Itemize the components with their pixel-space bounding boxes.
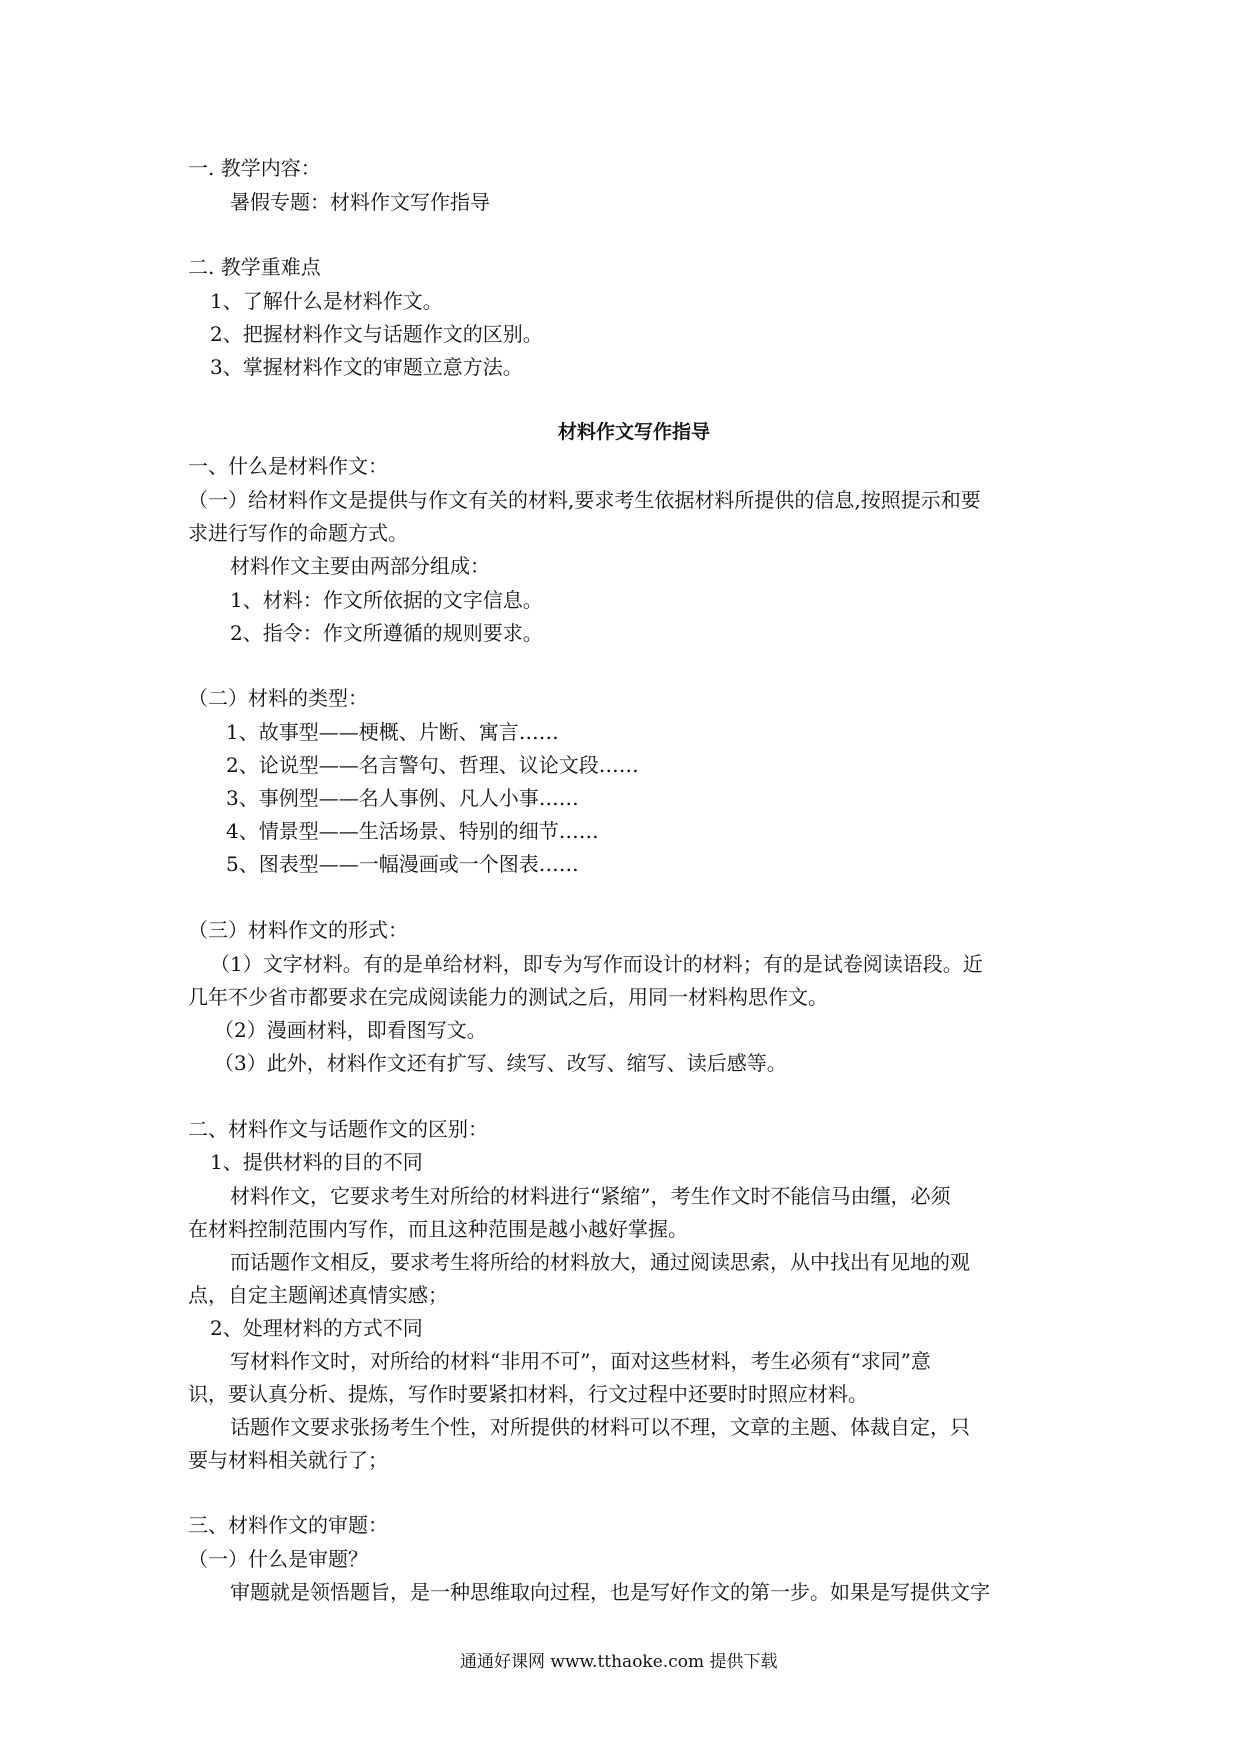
- part1-sub3-heading: （三）材料作文的形式：: [188, 918, 408, 942]
- part1-sub3-item3: （3）此外，材料作文还有扩写、续写、改写、缩写、读后感等。: [214, 1051, 787, 1075]
- paragraph-line: 材料作文，它要求考生对所给的材料进行“紧缩”，考生作文时不能信马由缰，必须: [230, 1184, 951, 1208]
- paragraph-line: 识，要认真分析、提炼，写作时要紧扣材料，行文过程中还要时时照应材料。: [188, 1382, 868, 1406]
- list-item: 1、了解什么是材料作文。: [210, 289, 443, 313]
- part1-sub2-heading: （二）材料的类型：: [188, 686, 368, 710]
- page-title: 材料作文写作指导: [558, 421, 711, 443]
- part1-sub1-text: （一）给材料作文是提供与作文有关的材料,要求考生依据材料所提供的信息,按照提示和要: [188, 488, 981, 512]
- paragraph-line: 在材料控制范围内写作，而且这种范围是越小越好掌握。: [188, 1217, 688, 1241]
- part1-sub3-item1: （1）文字材料。有的是单给材料，即专为写作而设计的材料；有的是试卷阅读语段。近: [210, 952, 983, 976]
- part1-heading: 一、什么是材料作文：: [188, 454, 388, 478]
- list-item: 1、材料：作文所依据的文字信息。: [230, 588, 543, 612]
- list-item: 2、论说型——名言警句、哲理、议论文段……: [226, 753, 639, 777]
- part2-heading: 二、材料作文与话题作文的区别：: [188, 1117, 488, 1141]
- part2-point2-title: 2、处理材料的方式不同: [210, 1316, 423, 1340]
- list-item: 4、情景型——生活场景、特别的细节……: [226, 819, 599, 843]
- list-item: 3、掌握材料作文的审题立意方法。: [210, 355, 523, 379]
- part2-point1-title: 1、提供材料的目的不同: [210, 1150, 423, 1174]
- list-item: 1、故事型——梗概、片断、寓言……: [226, 720, 559, 744]
- paragraph-line: 要与材料相关就行了；: [188, 1448, 388, 1472]
- part1-sub3-item1: 几年不少省市都要求在完成阅读能力的测试之后，用同一材料构思作文。: [188, 985, 828, 1009]
- list-item: 3、事例型——名人事例、凡人小事……: [226, 786, 579, 810]
- section2-heading: 二. 教学重难点: [188, 255, 321, 279]
- list-item: 2、把握材料作文与话题作文的区别。: [210, 322, 543, 346]
- paragraph-line: 而话题作文相反，要求考生将所给的材料放大，通过阅读思索，从中找出有见地的观: [230, 1250, 970, 1274]
- list-item: 5、图表型——一幅漫画或一个图表……: [226, 852, 579, 876]
- list-item: 2、指令：作文所遵循的规则要求。: [230, 621, 543, 645]
- part3-heading: 三、材料作文的审题：: [188, 1513, 388, 1537]
- footer-text: 通通好课网 www.tthaoke.com 提供下载: [460, 1652, 778, 1672]
- part1-sub3-item2: （2）漫画材料，即看图写文。: [214, 1018, 487, 1042]
- part1-sub1-text: 求进行写作的命题方式。: [188, 521, 408, 545]
- paragraph-line: 点，自定主题阐述真情实感；: [188, 1283, 448, 1307]
- section1-heading: 一. 教学内容：: [188, 156, 321, 180]
- paragraph-line: 话题作文要求张扬考生个性，对所提供的材料可以不理，文章的主题、体裁自定，只: [230, 1415, 970, 1439]
- paragraph-line: 审题就是领悟题旨，是一种思维取向过程，也是写好作文的第一步。如果是写提供文字: [230, 1580, 990, 1604]
- part3-sub1-heading: （一）什么是审题？: [188, 1547, 368, 1571]
- part1-sub1-intro: 材料作文主要由两部分组成：: [230, 554, 490, 578]
- paragraph-line: 写材料作文时，对所给的材料“非用不可”，面对这些材料，考生必须有“求同”意: [230, 1349, 931, 1373]
- section1-topic: 暑假专题：材料作文写作指导: [230, 190, 490, 214]
